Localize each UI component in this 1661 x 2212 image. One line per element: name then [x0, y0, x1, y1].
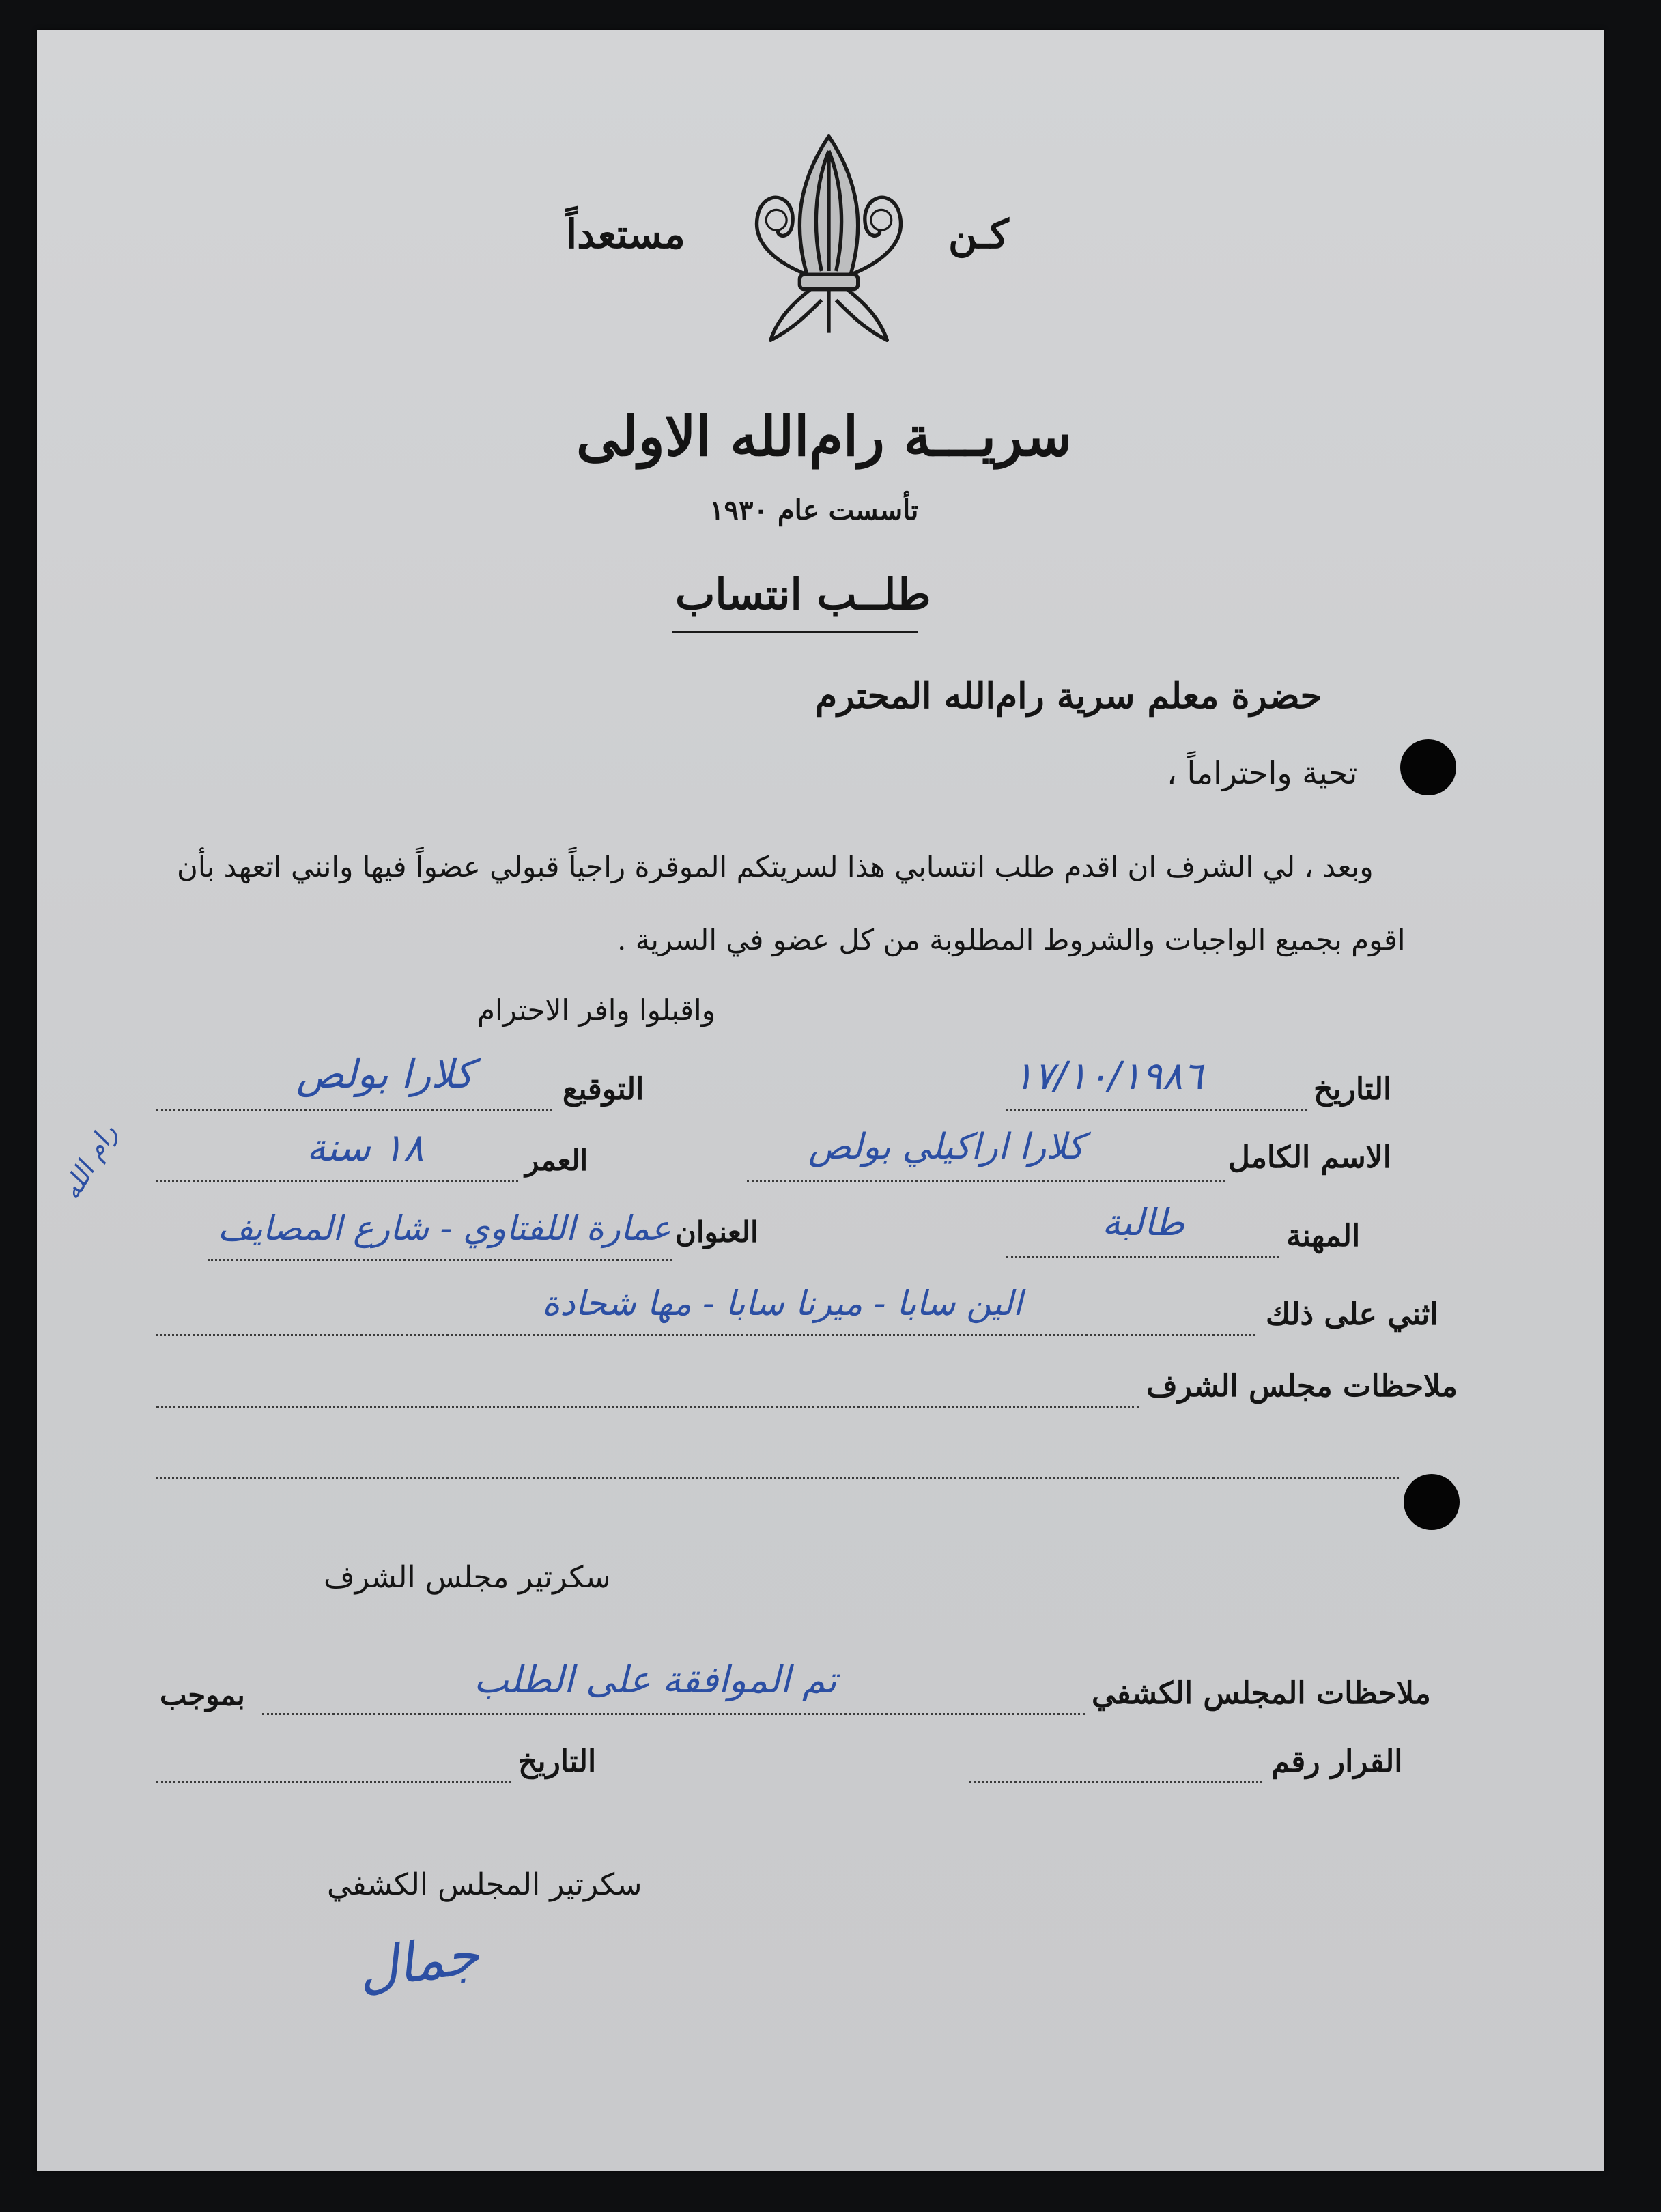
fullname-label: الاسم الكامل — [1228, 1140, 1392, 1175]
age-label: العمر — [525, 1144, 588, 1177]
referee-value: الين سابا - ميرنا سابا - مها شحادة — [542, 1284, 1023, 1323]
punch-hole-top — [1400, 739, 1456, 795]
profession-label: المهنة — [1286, 1219, 1361, 1253]
date-label: التاريخ — [1314, 1072, 1392, 1107]
motto-right: كـن — [948, 211, 1009, 257]
address-line — [208, 1259, 672, 1261]
address-label: العنوان — [675, 1215, 758, 1249]
profession-value: طالبة — [1102, 1201, 1185, 1244]
honor-council-notes-label: ملاحظات مجلس الشرف — [1146, 1369, 1458, 1404]
greeting: تحية واحتراماً ، — [1167, 754, 1358, 791]
founded-date: تأسست عام ١٩٣٠ — [709, 494, 919, 526]
decision-no-line — [969, 1781, 1262, 1783]
age-value: ١٨ سنة — [307, 1126, 424, 1170]
scout-council-secretary-label: سكرتير المجلس الكشفي — [327, 1867, 642, 1902]
signature-line — [156, 1109, 552, 1111]
fullname-value: كلارا اراكيلي بولص — [808, 1126, 1085, 1167]
form-title-underline — [672, 631, 918, 633]
address-value: عمارة اللفتاوي - شارع المصايف — [218, 1208, 671, 1248]
scout-notes-line — [262, 1713, 1085, 1715]
address-margin-note: رام الله — [55, 1118, 123, 1205]
punch-hole-bottom — [1404, 1474, 1460, 1530]
document-page — [37, 30, 1604, 2171]
date-value: ١٧/١٠/١٩٨٦ — [1013, 1054, 1204, 1098]
secretary-signature: جمال — [354, 1922, 483, 2002]
scout-council-notes-label: ملاحظات المجلس الكشفي — [1092, 1676, 1431, 1711]
signature-value: كلارا بولص — [296, 1051, 474, 1097]
body-line-1: وبعد ، لي الشرف ان اقدم طلب انتسابي هذا لسريتكم الموقرة راجياً قبولي عضواً فيها وانني اتعهد بأن — [177, 850, 1374, 883]
referee-label: اثني على ذلك — [1266, 1297, 1438, 1332]
body-line-2: اقوم بجميع الواجبات والشروط المطلوبة من كل عضو في السرية . — [617, 923, 1406, 956]
decision-date-label: التاريخ — [518, 1744, 597, 1779]
scout-council-notes-value: تم الموافقة على الطلب — [474, 1658, 837, 1701]
decision-date-line — [156, 1781, 511, 1783]
honor-notes-line-2 — [156, 1477, 1399, 1479]
fullname-line — [747, 1180, 1225, 1182]
age-line — [156, 1180, 518, 1182]
pursuant-label: بموجب — [160, 1678, 245, 1712]
organization-title: سريـــة رام‌الله الاولى — [576, 404, 1073, 468]
addressee: حضرة معلم سرية رام‌الله المحترم — [815, 675, 1322, 717]
closing: واقبلوا وافر الاحترام — [477, 993, 715, 1027]
fleur-de-lis-icon — [720, 126, 938, 351]
honor-council-secretary-label: سكرتير مجلس الشرف — [324, 1560, 611, 1595]
profession-line — [1006, 1256, 1279, 1258]
honor-notes-line-1 — [156, 1406, 1139, 1408]
decision-no-label: القرار رقم — [1271, 1744, 1403, 1779]
form-title: طلــب انتساب — [675, 569, 931, 619]
motto-left: مستعداً — [566, 211, 685, 257]
date-line — [1006, 1109, 1307, 1111]
signature-label: التوقيع — [563, 1072, 644, 1107]
referee-line — [156, 1334, 1255, 1336]
